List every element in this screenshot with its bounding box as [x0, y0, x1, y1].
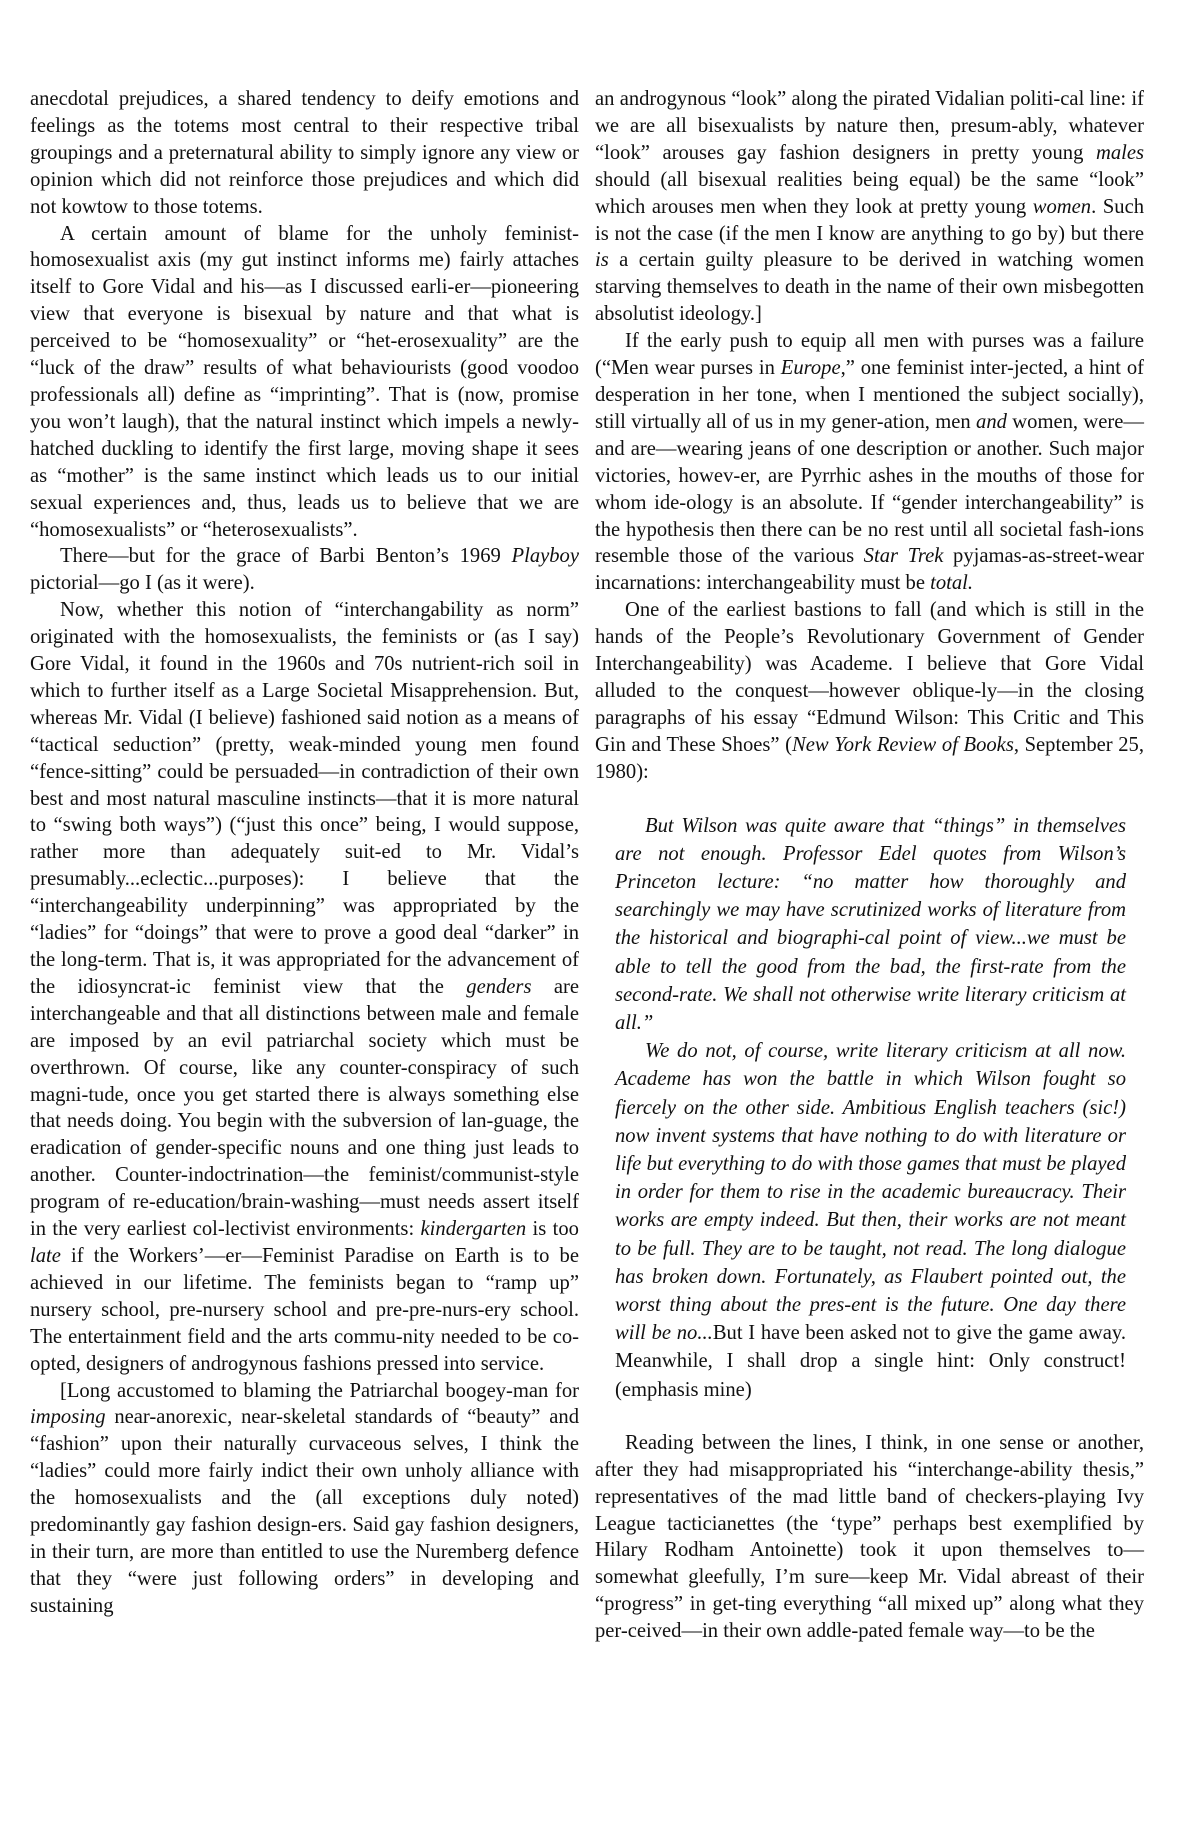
text-run: are interchangeable and that all distinctions between male and female are imposed by an evil patriarchal society which must be overthrown. Of course, like any counter-conspiracy of such magni-tude, once you get started there is always something else that needs doing. You begin with the subversion of lan-guage, the eradication of gender-specific nouns and one thing just leads to another. Counter-indoctrination—the feminist/communist-style program of re-education/brain-washing—must needs assert itself in the very earliest col-lectivist environments: — [30, 975, 579, 1241]
spacer — [595, 1404, 1144, 1430]
italic-text: Playboy — [511, 545, 579, 568]
text-run: a certain guilty pleasure to be derived in watching women starving themselves to death in the name of their own misbegotten absolutist ideology.] — [595, 249, 1144, 326]
text-run: If the early push to equip all men with purses was a failure (“Men wear purses in — [595, 330, 1144, 380]
quote-paragraph: But Wilson was quite aware that “things” in themselves are not enough. Professor Edel quotes from Wilson’s Princeton lecture: “no matter how thoroughly and searchingly we may have scrutinized works of literature from the historical and biographi-cal point of view...we must be able to tell the good from the bad, the first-rate from the second-rate. We shall not otherwise write literary criticism at all.” — [615, 814, 1126, 1034]
text-run: pictorial—go I (as it were). — [30, 572, 255, 595]
text-run: [Long accustomed to blaming the Patriarchal boogey-man for — [60, 1379, 579, 1402]
text-run: if the Workers’—er—Feminist Paradise on Earth is to be achieved in our lifetime. The feminists began to “ramp up” nursery school, pre-nursery school and pre-pre-nurs-ery school. The entertainment field and the arts commu-nity needed to be co-opted, designers of androgynous fashions pressed into service. — [30, 1244, 579, 1375]
text-run: pyjamas-as-street-wear incarnations: interchangeability must be — [595, 545, 1144, 595]
italic-text: and — [976, 410, 1007, 433]
paragraph — [595, 328, 1144, 597]
italic-text: Europe — [780, 357, 841, 380]
paragraph: A certain amount of blame for the unholy feminist-homosexualist axis (my gut instinct informs me) fairly attaches itself to Gore Vidal and his—as I discussed earli-er—pioneering view that everyone is bisexual by nature and that what is perceived to be “homosexuality” or “het-erosexuality” are the “luck of the draw” results of what behaviourists (good voodoo professionals all) define as “imprinting”. That is (now, promise you won’t laugh), that the natural instinct which impels a newly-hatched duckling to identify the first large, moving shape it sees as “mother” is the same instinct which leads us to our initial sexual experiences and, thus, leads us to believe that we are “homosexualists” or “heterosexualists”. — [30, 222, 579, 541]
italic-text: kindergarten — [420, 1218, 527, 1241]
paragraph — [30, 597, 579, 1377]
italic-text: is — [595, 249, 609, 272]
italic-text: late — [30, 1244, 61, 1267]
text-run: near-anorexic, near-skeletal standards of “beauty” and “fashion” upon their naturally curvaceous selves, I think the “ladies” could more fairly indict their own unholy alliance with the homosexualists and the (all exceptions duly noted) predominantly gay fashion design-ers. Said gay fashion designers, in their turn, are more than entitled to use the Nuremberg defence that they “were just following orders” in developing and sustaining — [30, 1406, 579, 1617]
text-run: ,” one feminist inter-jected, a hint of desperation in her tone, when I mentioned the subject socially), still virtually all of us in my gener-ation, men — [595, 357, 1144, 433]
block-quote — [615, 812, 1126, 1404]
italic-text: Star Trek — [863, 545, 944, 568]
text-run: should (all bisexual realities being equal) be the same “look” which arouses men when they look at pretty young — [595, 168, 1144, 218]
text-run: Now, whether this notion of “interchangability as norm” originated with the homosexualists, the feminists or (as I say) Gore Vidal, it found in the 1960s and 70s nutrient-rich soil in which to further itself as a Large Societal Misapprehension. But, whereas Mr. Vidal (I believe) fashioned said notion as a means of “tactical seduction” (pretty, weak-minded young men found “fence-sitting” could be persuaded—in contradiction of their own best and most natural masculine instincts—that it is more natural to “swing both ways”) (“just this once” being, I would suppose, rather more than adequately suit-ed to Mr. Vidal’s presumably...eclectic...purposes): I believe that the “interchangeability underpinning” was appropriated by the “ladies” for “doings” that were to prove a good deal “darker” in the long-term. That is, it was appropriated for the advancement of the idiosyncrat-ic feminist view that the — [30, 599, 579, 998]
paragraph — [30, 543, 579, 597]
quote-italic-text: We do not, of course, write literary criticism at all now. Academe has won the battle in which Wilson fought so fiercely on the other side. Ambitious English teachers (sic!) now invent systems that have nothing to do with literature or life but everything to do with those games that must be played in order for them to rise in the academic bureaucracy. Their works are empty indeed. But then, their works are not meant to be full. They are to be taught, not read. The long dialogue has broken down. Fortunately, as Flaubert pointed out, the worst thing about the pres-ent is the future. One day there will be no... — [615, 1040, 1126, 1345]
paragraph — [595, 597, 1144, 785]
text-run: is too — [526, 1218, 579, 1241]
right-column — [595, 86, 1144, 1645]
italic-text: total. — [930, 572, 974, 595]
paragraph: anecdotal prejudices, a shared tendency to deify emotions and feelings as the totems most central to their respective tribal groupings and a preternatural ability to simply ignore any view or opinion which did not reinforce those prejudices and which did not kowtow to those totems. — [30, 88, 579, 218]
italic-text: males — [1095, 141, 1144, 164]
italic-text: New York Review of Books — [792, 733, 1014, 756]
paragraph — [30, 1378, 579, 1620]
text-run: One of the earliest bastions to fall (and which is still in the hands of the People’s Revolutionary Government of Gender Interchangeability) was Academe. I believe that Gore Vidal alluded to the conquest—however oblique-ly—in the closing paragraphs of his essay “Edmund Wilson: This Critic and This Gin and These Shoes” ( — [595, 599, 1144, 756]
quote-paragraph — [615, 1037, 1126, 1404]
italic-text: imposing — [30, 1406, 106, 1429]
left-column — [30, 86, 579, 1620]
paragraph: Reading between the lines, I think, in one sense or another, after they had misappropriated his “interchange-ability thesis,” representatives of the mad little band of checkers-playing Ivy League tacticianettes (the ‘type” perhaps best exemplified by Hilary Rodham Antoinette) took it upon themselves to—somewhat gleefully, I’m sure—keep Mr. Vidal abreast of their “progress” in get-ting everything “all mixed up” along what they per-ceived—in their own addle-pated female way—to be the — [595, 1431, 1144, 1643]
quote-upright-text: But I have been asked not to give the game away. Meanwhile, I shall drop a single hint: Only construct! (emphasis mine) — [615, 1322, 1126, 1401]
italic-text: women — [1032, 195, 1092, 218]
paragraph — [595, 86, 1144, 328]
text-run: , September 25, 1980): — [595, 733, 1144, 783]
text-run: women, were—and are—wearing jeans of one description or another. Such major victories, howev-er, are Pyrrhic ashes in the mouths of those for whom ide-ology is an absolute. If “gender interchangeability” is the hypothesis then there can be no rest until all societal fash-ions resemble those of the various — [595, 410, 1144, 568]
text-run: There—but for the grace of Barbi Benton’s 1969 — [60, 545, 512, 568]
italic-text: genders — [466, 975, 532, 998]
text-run: an androgynous “look” along the pirated Vidalian politi-cal line: if we are all bisexualists by nature then, presum-ably, whatever “look” arouses gay fashion designers in pretty young — [595, 88, 1144, 164]
text-run: . Such is not the case (if the men I know are anything to go by) but there — [595, 195, 1145, 245]
